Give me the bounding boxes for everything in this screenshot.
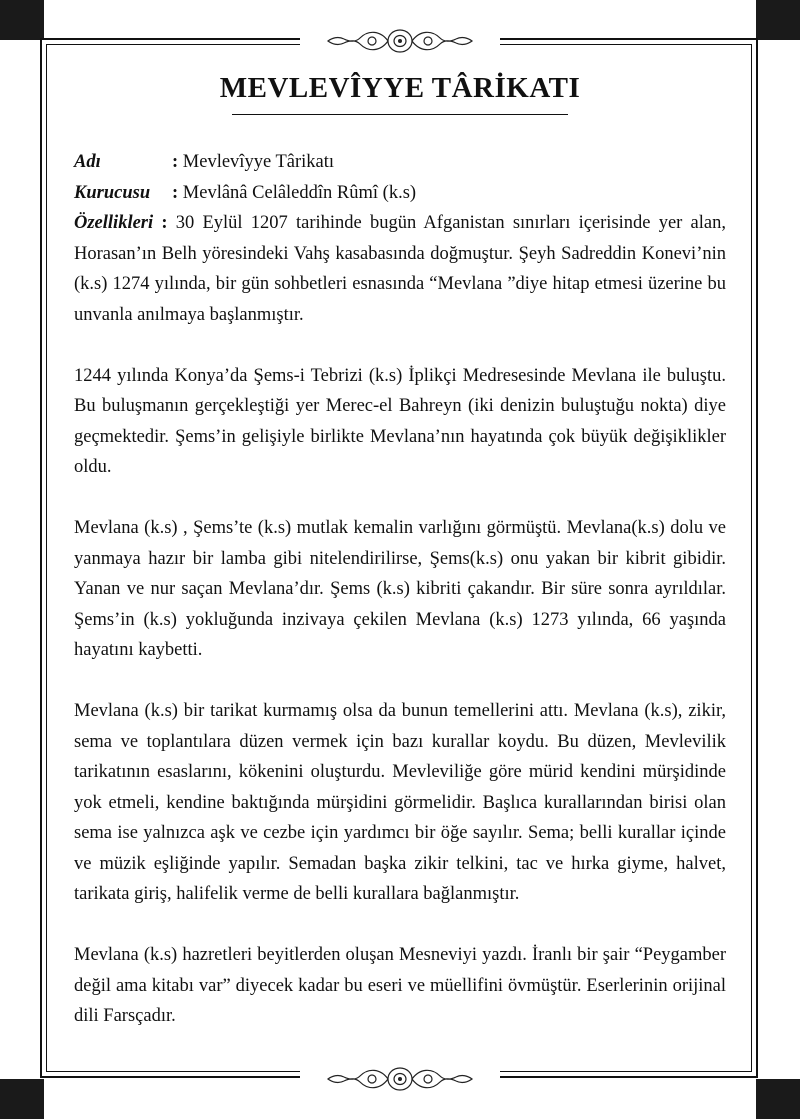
field-founder-label: Kurucusu <box>74 182 151 203</box>
paragraph: Mevlana (k.s) hazretleri beyitlerden oluşan Mesneviyi yazdı. İranlı bir şair “Peygamber değil ama kitabı var” diyecek kadar bu eseri ve müellifini övmüştür. Eserlerinin orijinal dili Farsçadır. <box>74 945 726 1026</box>
field-name-colon: : <box>172 152 183 172</box>
field-features-value: 30 Eylül 1207 tarihinde bugün Afganistan sınırları içerisinde yer alan, Horasan’ın Belh yöresindeki Vahş kasabasında doğmuştur. Şeyh Sadreddin Konevi’nin (k.s) 1274 yılında, bir gün sohbetleri esnasında “Mevlana ”diye hitap etmesi üzerine bu unvanla anılmaya başlanmıştır. <box>74 213 726 325</box>
field-features-label: Özellikleri <box>74 213 154 233</box>
corner-block-top-right <box>756 0 800 40</box>
paragraph: Mevlana (k.s) bir tarikat kurmamış olsa da bunun temellerini attı. Mevlana (k.s), zikir, sema ve toplantılara düzen vermek için bazı kurallar koydu. Bu düzen, Mevlevilik tarikatının esaslarını, kökenini oluşturdu. Mevleviliğe göre mürid kendini mürşidinde yok etmeli, kendine baktığında mürşidini görmelidir. Başlıca kurallarından birisi olan sema ise yalnızca aşk ve cezbe için yardımcı bir öğe sayılır. Sema; belli kurallar içinde ve müzik eşliğinde yapılır. Semadan başka zikir telkini, tac ve hırka giyme, halvet, tarikata giriş, halifelik verme de belli kurallara bağlanmıştır. <box>74 701 726 904</box>
field-features-colon: : <box>153 213 176 233</box>
document-body <box>74 147 726 1062</box>
field-name-label: Adı <box>74 152 101 172</box>
top-ornament <box>300 26 500 56</box>
title-underline <box>232 114 568 115</box>
field-name <box>74 147 726 178</box>
page-title: MEVLEVÎYYE TÂRİKATI <box>219 72 581 104</box>
ornament-icon <box>300 1064 500 1094</box>
corner-block-bottom-right <box>756 1079 800 1119</box>
field-founder <box>74 178 726 209</box>
ornament-icon <box>300 26 500 56</box>
corner-block-bottom-left <box>0 1079 44 1119</box>
field-founder-colon: : <box>172 182 183 203</box>
field-founder-value: Mevlânâ Celâleddîn Rûmî (k.s) <box>182 182 417 203</box>
paragraph: 1244 yılında Konya’da Şems-i Tebrizi (k.s) İplikçi Medresesinde Mevlana ile buluştu. Bu buluşmanın gerçekleştiği yer Merec-el Bahreyn (iki denizin buluştuğu nokta) diye geçmektedir. Şems’in gelişiyle birlikte Mevlana’nın hayatında çok büyük değişiklikler oldu. <box>74 365 726 477</box>
field-name-value: Mevlevîyye Târikatı <box>182 152 335 172</box>
field-features <box>74 208 726 330</box>
bottom-ornament <box>300 1064 500 1094</box>
corner-block-top-left <box>0 0 44 40</box>
paragraph: Mevlana (k.s) , Şems’te (k.s) mutlak kemalin varlığını görmüştü. Mevlana(k.s) dolu ve yanmaya hazır bir lamba gibi nitelendirilirse, Şems(k.s) onu yakan bir kibrit gibidir. Yanan ve nur saçan Mevlana’dır. Şems (k.s) kibriti çakandır. Bir süre sonra ayrıldılar. Şems’in (k.s) yokluğunda inzivaya çekilen Mevlana (k.s) 1273 yılında, 66 yaşında hayatını kaybetti. <box>74 518 726 660</box>
